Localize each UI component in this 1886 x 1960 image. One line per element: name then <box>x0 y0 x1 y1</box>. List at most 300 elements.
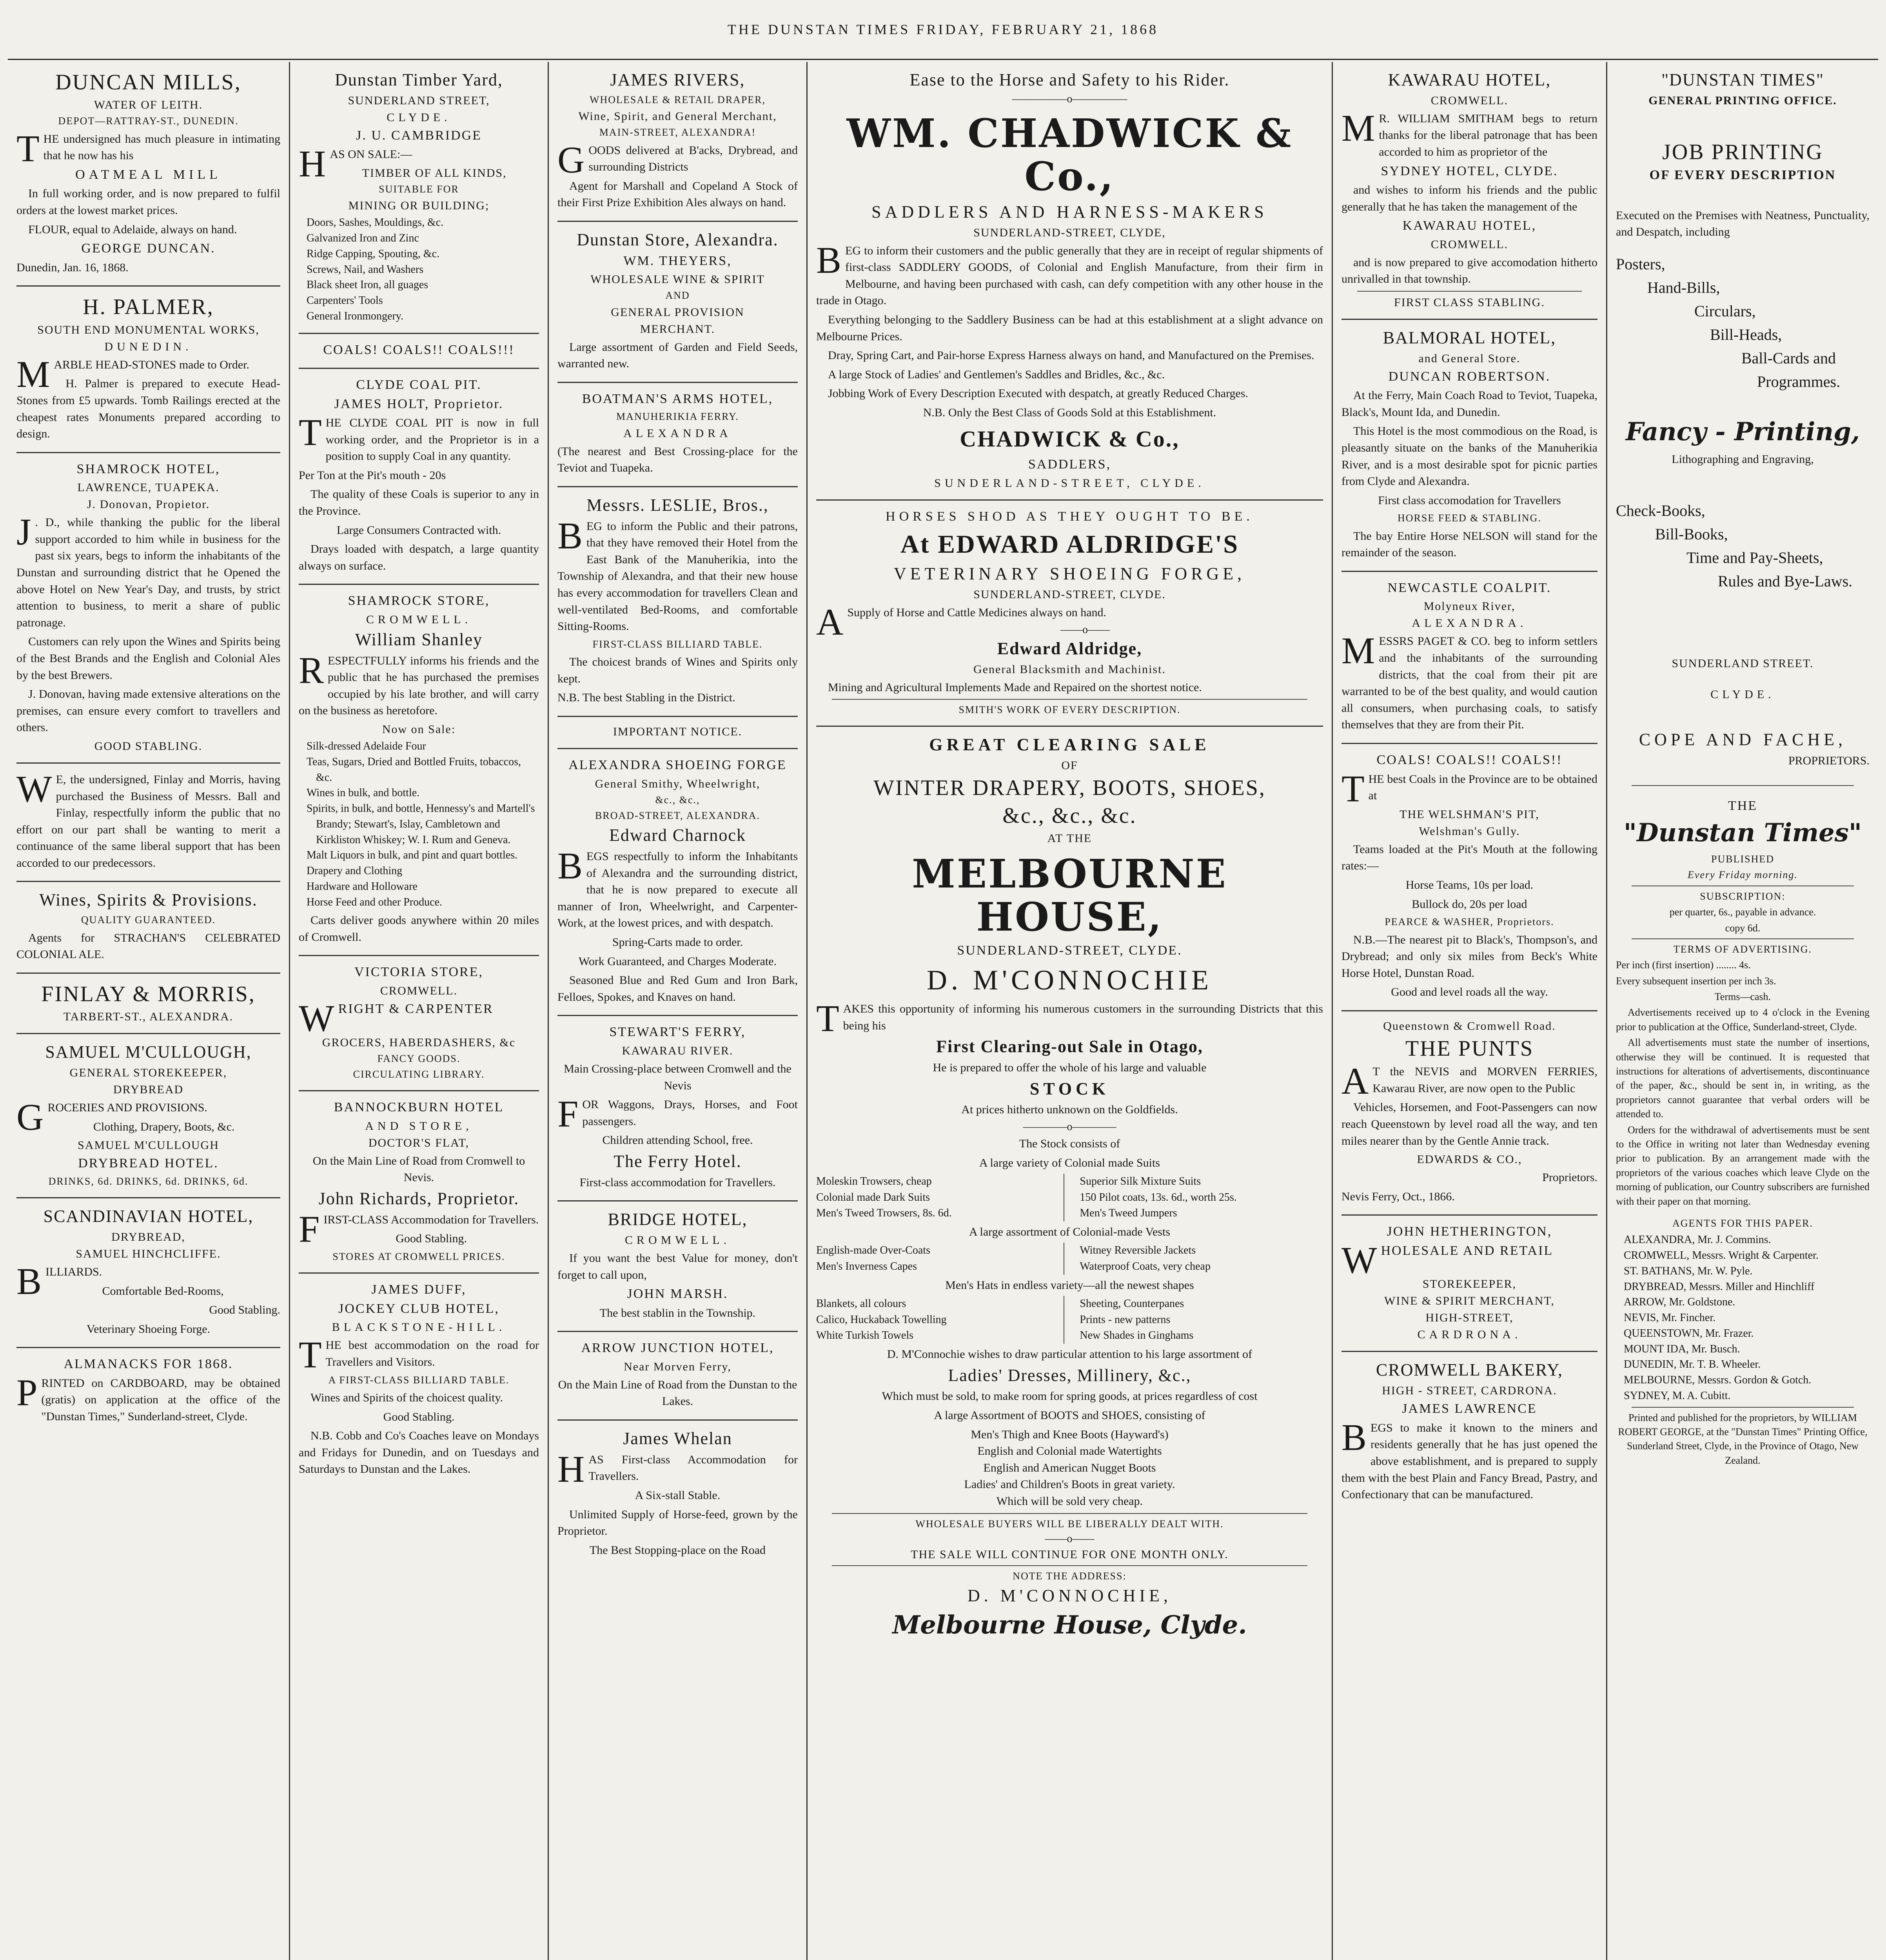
list-item: White Turkish Towels <box>816 1329 913 1342</box>
ad-body: IRST-CLASS Accommodation for Travellers. <box>323 1213 539 1226</box>
ad-body: The quality of these Coals is superior to any in the Province. <box>299 488 539 517</box>
masthead-rule <box>8 59 1878 60</box>
ad-title: &c., &c., &c. <box>1002 803 1137 828</box>
ad-body: HE CLYDE COAL PIT is now in full working order, and the Proprietor is in a position to supply Coal in any quantity. <box>325 416 539 463</box>
ad-timber-yard <box>299 62 539 334</box>
ad-title: WM. CHADWICK & Co., <box>846 110 1293 200</box>
list-item: Wines in bulk, and bottle. <box>307 787 420 799</box>
imprint: Printed and published for the proprietors, by WILLIAM ROBERT GEORGE, at the "Dunstan Times" Printing Office, Sunderland Street, Clyde, in the Province of Otago, New Zealand. <box>1618 1412 1868 1466</box>
ad-heading: FIRST-CLASS BILLIARD TABLE. <box>592 638 763 650</box>
ad-name: JAMES DUFF, <box>371 1282 467 1297</box>
ad-subtitle: &c., &c., <box>655 794 700 806</box>
ad-subtitle: WINE & SPIRIT MERCHANT, <box>1384 1294 1555 1308</box>
list-item: General Ironmongery. <box>307 310 403 322</box>
ad-leslie-bros <box>557 487 798 717</box>
ad-body: FLOUR, equal to Adelaide, always on hand. <box>28 223 237 236</box>
ad-subtitle: CROMWELL. <box>1430 94 1508 107</box>
ad-body: Work Guaranteed, and Charges Moderate. <box>578 955 777 968</box>
ad-place: CLYDE. <box>1710 688 1775 701</box>
ad-body: E, the undersigned, Finlay and Morris, having purchased the Business of Messrs. Ball and Finlay, respectfully inform the public that no effort on our part shall be wanting to merit a continuance of the same liberal support that has been accorded to our predecessors. <box>16 773 280 869</box>
ad-heading: THE <box>1728 798 1758 813</box>
ad-body: AKES this opportunity of informing his numerous customers in the surrounding Districts that this being his <box>843 1002 1323 1032</box>
ad-title: VICTORIA STORE, <box>354 965 483 980</box>
list-item: Superior Silk Mixture Suits <box>1080 1175 1201 1188</box>
list-item: DRYBREAD, Messrs. Miller and Hinchliff <box>1624 1280 1815 1293</box>
ad-subtitle: MERCHANT. <box>640 322 715 336</box>
ad-body: Men's Hats in endless variety—all the newest shapes <box>945 1278 1194 1292</box>
list-item: New Shades in Ginghams <box>1080 1329 1194 1342</box>
ad-name: J. U. CAMBRIDGE <box>356 128 482 143</box>
ad-name: JAMES LAWRENCE <box>1402 1401 1537 1416</box>
ad-body: AS ON SALE:— <box>330 148 412 161</box>
ad-body: N.B. Only the Best Class of Goods Sold at this Establishment. <box>923 406 1216 419</box>
ad-body: T the NEVIS and MORVEN FERRIES, Kawarau River, are now open to the Public <box>1372 1065 1597 1095</box>
drop-cap: T <box>299 1334 322 1376</box>
ad-signature: SADDLERS, <box>1028 457 1111 472</box>
drop-cap: H <box>557 1448 585 1490</box>
ad-subtitle: Welshman's Gully. <box>1419 824 1520 838</box>
masthead: THE DUNSTAN TIMES FRIDAY, FEBRUARY 21, 1868 <box>727 22 1159 37</box>
ad-body: Carts deliver goods anywhere within 20 miles of Cromwell. <box>299 914 539 944</box>
ornament-rule: —————o————— <box>1012 93 1127 105</box>
ad-subtitle: OF <box>1061 759 1078 772</box>
ad-subtitle: WHOLESALE & RETAIL DRAPER, <box>589 94 766 105</box>
ad-title: DUNCAN MILLS, <box>55 70 241 94</box>
list-item: English-made Over-Coats <box>816 1244 931 1257</box>
ad-heading: Now on Sale: <box>382 723 456 736</box>
list-item: Moleskin Trowsers, cheap <box>816 1175 932 1188</box>
ad-james-rivers <box>557 62 798 222</box>
ad-body: Agent for Marshall and Copeland A Stock of their First Prize Exhibition Ales always on hand. <box>557 179 798 209</box>
ad-body: All advertisements must state the number of insertions, otherwise they will be continued. It is requested that instructions for alterations of advertisements, discontinuance of the paper, &c., should be sent in, in writing, as the proprietors cannot guarantee that verbal orders will be attended to. <box>1616 1037 1870 1120</box>
ad-place: SUNDERLAND-STREET, CLYDE. <box>973 588 1166 601</box>
ad-body: N.B. The best Stabling in the District. <box>557 691 735 704</box>
ad-name: D. M'CONNOCHIE <box>927 964 1213 996</box>
ad-victoria-store <box>299 956 539 1091</box>
ad-subtitle: SOUTH END MONUMENTAL WORKS, <box>37 323 260 336</box>
ad-coals-banner <box>299 334 539 369</box>
ad-place: HIGH-STREET, <box>1425 1311 1514 1325</box>
divider <box>832 699 1307 700</box>
ad-name: DUNCAN ROBERTSON. <box>1388 369 1551 384</box>
ad-subtitle: AND STORE, <box>365 1119 473 1132</box>
ad-title: STEWART'S FERRY, <box>609 1025 746 1040</box>
ad-body: N.B.—The nearest pit to Black's, Thompson's, and Drybread; and only six miles from Beck's White Horse Hotel, Dunstan Road. <box>1341 933 1597 980</box>
ad-proprietor: PROPRIETORS. <box>1788 754 1870 768</box>
ad-heading: The Ferry Hotel. <box>614 1151 742 1171</box>
ad-scandinavian <box>16 1198 280 1348</box>
ad-title: JAMES RIVERS, <box>610 70 745 89</box>
ad-title: WINTER DRAPERY, BOOTS, SHOES, <box>873 776 1266 800</box>
ad-subtitle: Near Morven Ferry, <box>624 1360 732 1373</box>
drop-cap: B <box>1341 1416 1367 1458</box>
ad-title: ALMANACKS FOR 1868. <box>64 1357 233 1372</box>
drop-cap: F <box>557 1093 579 1135</box>
ornament-rule: ——o—— <box>1045 1532 1095 1545</box>
ad-title: CLYDE COAL PIT. <box>356 377 482 392</box>
ad-body: Main Crossing-place between Cromwell and the Nevis <box>564 1062 791 1092</box>
ad-body: Children attending School, free. <box>602 1134 753 1147</box>
ad-heading: AGENTS FOR THIS PAPER. <box>1672 1217 1813 1229</box>
ad-body: EGS to make it known to the miners and residents generally that he has just opened the above establishment, and is prepared to supply them with the best Plain and Fancy Bread, Pastry, and Confectionary that can be manufactured. <box>1341 1421 1597 1501</box>
ad-footer: STORES AT CROMWELL PRICES. <box>332 1250 505 1262</box>
drop-cap: H <box>299 143 326 185</box>
ad-body: Supply of Horse and Cattle Medicines always on hand. <box>847 606 1107 619</box>
ad-heading: SYDNEY HOTEL, CLYDE. <box>1381 163 1558 178</box>
ad-body: OR Waggons, Drays, Horses, and Foot passengers. <box>582 1098 798 1128</box>
ad-subtitle: SUNDERLAND STREET, <box>348 94 490 107</box>
ad-title: JOCKEY CLUB HOTEL, <box>338 1301 499 1316</box>
ad-body: Agents for STRACHAN'S CELEBRATED COLONIAL ALE. <box>16 931 280 961</box>
ad-body: A large Stock of Ladies' and Gentlemen's Saddles and Bridles, &c., &c. <box>828 368 1165 381</box>
ad-subtitle: Wine, Spirit, and General Merchant, <box>578 110 777 123</box>
list-item: Witney Reversible Jackets <box>1080 1244 1196 1257</box>
ad-title: H. PALMER, <box>83 295 214 319</box>
ad-heading: MELBOURNE HOUSE, <box>912 851 1227 940</box>
ad-footer: DRINKS, 6d. DRINKS, 6d. DRINKS, 6d. <box>48 1175 249 1187</box>
ad-heading: "Dunstan Times" <box>1623 818 1862 848</box>
column-6 <box>1607 62 1878 1960</box>
drop-cap: W <box>299 997 334 1039</box>
ad-place: CLYDE. <box>387 111 451 124</box>
ad-title: FINLAY & MORRIS, <box>41 982 256 1006</box>
ad-banner: Queenstown & Cromwell Road. <box>1383 1019 1556 1033</box>
list-item: Ball-Cards and <box>1741 349 1836 367</box>
ad-body: The best stablin in the Township. <box>599 1306 756 1319</box>
ad-date: Dunedin, Jan. 16, 1868. <box>16 261 129 274</box>
ad-subtitle: CROMWELL. <box>624 1234 731 1247</box>
ad-subtitle: GENERAL PRINTING OFFICE. <box>1648 94 1837 107</box>
print-list <box>1616 499 1870 593</box>
drop-cap: M <box>16 353 50 395</box>
ad-place: ALEXANDRA. <box>1412 617 1527 630</box>
ad-subtitle: MANUHERIKIA FERRY. <box>616 411 739 423</box>
ad-body: The Stock consists of <box>1019 1137 1120 1150</box>
ad-footer: GOOD STABLING. <box>94 739 203 753</box>
ad-title: IMPORTANT NOTICE. <box>613 725 742 739</box>
list-item: English and Colonial made Watertights <box>977 1445 1162 1458</box>
ad-printing-office <box>1616 62 1870 1476</box>
ad-alexandra-forge <box>557 749 798 1016</box>
ad-body: WHOLESALE BUYERS WILL BE LIBERALLY DEALT WITH. <box>915 1518 1224 1530</box>
ad-body: ARBLE HEAD-STONES made to Order. <box>54 358 249 371</box>
ad-body: Vehicles, Horsemen, and Foot-Passengers can now reach Queenstown by level road all the way, and ten miles nearer than by the Gentle Annie track. <box>1341 1101 1597 1147</box>
drop-cap: G <box>557 138 585 181</box>
ad-arrow-junction <box>557 1332 798 1421</box>
ad-heading: THE WELSHMAN'S PIT, <box>1400 808 1539 821</box>
list-item: Galvanized Iron and Zinc <box>307 232 419 245</box>
ad-place: SUNDERLAND STREET. <box>1672 657 1814 670</box>
ad-subtitle: CROMWELL. <box>366 613 472 626</box>
ad-body: EGS respectfully to inform the Inhabitants of Alexandra and the surrounding district, that he is now prepared to execute all manner of Iron, Wheelwright, and Carpenter-Work, at the lowest prices, and with despatch. <box>557 850 798 930</box>
list-item: Malt Liquors in bulk, and pint and quart bottles. <box>307 849 518 862</box>
list-item: QUEENSTOWN, Mr. Frazer. <box>1624 1327 1754 1339</box>
ad-address: DEPOT—RATTRAY-ST., DUNEDIN. <box>58 115 239 127</box>
drop-cap: T <box>299 411 322 454</box>
ad-body: Terms—cash. <box>1714 991 1771 1003</box>
ad-title: BALMORAL HOTEL, <box>1383 328 1556 347</box>
ad-name: SAMUEL HINCHCLIFFE. <box>76 1247 221 1260</box>
ad-body: Bullock do, 20s per load <box>1412 897 1527 911</box>
ad-title: SAMUEL M'CULLOUGH, <box>45 1042 252 1062</box>
ad-body: (The nearest and Best Crossing-place for the Teviot and Tuapeka. <box>557 445 798 475</box>
ad-body: Teams loaded at the Pit's Mouth at the following rates:— <box>1341 842 1597 873</box>
list-item: MOUNT IDA, Mr. Busch. <box>1624 1343 1740 1355</box>
ad-heading: HOLESALE AND RETAIL <box>1381 1243 1554 1258</box>
column-5 <box>1333 62 1607 1960</box>
list-item: Black sheet Iron, all guages <box>307 279 428 291</box>
drop-cap: B <box>557 514 583 557</box>
ad-body: Good Stabling. <box>209 1303 280 1317</box>
list-item: ARROW, Mr. Goldstone. <box>1624 1296 1735 1308</box>
ad-name: James Whelan <box>623 1429 732 1448</box>
ad-title: At EDWARD ALDRIDGE'S <box>900 530 1239 559</box>
ad-body: A Six-stall Stable. <box>635 1489 721 1502</box>
ad-footer: FIRST CLASS STABLING. <box>1394 296 1545 309</box>
ad-title: BRIDGE HOTEL, <box>608 1210 748 1229</box>
ad-body: HE undersigned has much pleasure in intimating that he now has his <box>43 132 280 162</box>
column-3 <box>549 62 808 1960</box>
ad-heading: TIMBER OF ALL KINDS, <box>362 166 507 180</box>
list-item: Doors, Sashes, Mouldings, &c. <box>307 216 444 229</box>
ad-subtitle: GENERAL STOREKEEPER, <box>69 1066 227 1080</box>
newspaper-columns <box>8 62 1878 1960</box>
ad-price: Per Ton at the Pit's mouth - 20s <box>299 468 446 482</box>
list-item: Colonial made Dark Suits <box>816 1191 930 1203</box>
list-item: MELBOURNE, Messrs. Gordon & Gotch. <box>1624 1374 1812 1387</box>
drop-cap: G <box>16 1096 44 1138</box>
ad-finlay <box>16 974 280 1034</box>
ad-subtitle: LAWRENCE, TUAPEKA. <box>77 481 220 494</box>
drop-cap: R <box>299 649 324 691</box>
list-item: 150 Pilot coats, 13s. 6d., worth 25s. <box>1080 1191 1237 1203</box>
ad-welshmans-pit <box>1341 744 1597 1011</box>
ad-heading: HORSE FEED & STABLING. <box>1398 512 1541 524</box>
ad-subtitle: DRYBREAD, <box>111 1230 185 1243</box>
ad-bridge-hotel <box>557 1201 798 1332</box>
ad-shamrock-hotel <box>16 453 280 764</box>
ad-aldridge <box>816 501 1323 727</box>
ad-body: The bay Entire Horse NELSON will stand for the remainder of the season. <box>1341 529 1597 559</box>
ad-body: In full working order, and is now prepared to fulfil orders at the lowest market prices. <box>16 187 280 217</box>
ad-body: Advertisements received up to 4 o'clock in the Evening prior to publication at the Office, Sunderland-street, Clyde. <box>1616 1007 1870 1033</box>
ad-body: Jobbing Work of Every Description Executed with despatch, at greatly Reduced Charges. <box>828 387 1249 400</box>
ad-body: EG to inform the Public and their patrons, that they have removed their Hotel from the East Bank of the Manuherikia, into the Township of Alexandra, and that their new house has every accommodation for travellers Clean and well-ventilated Bed-Rooms, and comfortable Sitting-Rooms. <box>557 519 798 633</box>
ad-body: Seasoned Blue and Red Gum and Iron Bark, Felloes, Spokes, and Knaves on hand. <box>557 974 798 1004</box>
ad-place: SUNDERLAND-STREET, CLYDE. <box>934 476 1205 490</box>
ad-heading: NOTE THE ADDRESS: <box>1013 1570 1127 1582</box>
drop-cap: M <box>1341 107 1375 149</box>
list-item: English and American Nugget Boots <box>983 1461 1156 1474</box>
ad-finlay-notice <box>16 764 280 882</box>
drop-cap: M <box>1341 630 1375 672</box>
ad-body: Lithographing and Engraving, <box>1672 452 1814 466</box>
ad-body: Horse Teams, 10s per load. <box>1405 878 1534 891</box>
drop-cap: T <box>816 997 839 1039</box>
ad-place: CROMWELL. <box>1430 238 1508 251</box>
drop-cap: A <box>816 601 844 643</box>
ad-place: DOCTOR'S FLAT, <box>368 1136 470 1149</box>
ad-body: Large Consumers Contracted with. <box>336 523 501 537</box>
ad-heading: Fancy - Printing, <box>1625 417 1860 446</box>
print-list <box>1616 252 1870 394</box>
ad-almanacks <box>16 1348 280 1434</box>
ad-title: COALS! COALS!! COALS!! <box>1376 753 1563 768</box>
ad-clyde-coal-pit <box>299 369 539 585</box>
ad-place: DUNEDIN. <box>104 340 192 353</box>
ad-title: Messrs. LESLIE, Bros., <box>586 495 769 515</box>
ad-title: THE PUNTS <box>1405 1036 1534 1061</box>
ad-title: CROMWELL BAKERY, <box>1376 1360 1563 1380</box>
ad-name: Edward Charnock <box>609 826 746 845</box>
ad-body: Wines and Spirits of the choicest quality. <box>310 1391 503 1404</box>
ad-bannockburn <box>299 1091 539 1274</box>
divider <box>832 1513 1307 1514</box>
ad-body: ESSRS PAGET & CO. beg to inform settlers and the inhabitants of the surrounding districts, that the coal from their pit are warranted to be of the best quality, and would caution all consumers, when purchasing coals, to satisfy themselves that they are from their Pit. <box>1341 635 1597 731</box>
ad-subtitle: WATER OF LEITH. <box>94 98 203 112</box>
ad-signature: D. M'CONNOCHIE, <box>968 1586 1172 1606</box>
list-item: Sheeting, Counterpanes <box>1080 1298 1184 1310</box>
list-item: Teas, Sugars, Dried and Bottled Fruits, tobaccos, &c. <box>307 755 521 784</box>
ad-heading: OF EVERY DESCRIPTION <box>1649 168 1836 183</box>
ad-place: MAIN-STREET, ALEXANDRA! <box>599 127 756 138</box>
column-1 <box>8 62 290 1960</box>
ad-body: PUBLISHED <box>1711 853 1774 865</box>
ad-body: N.B. Cobb and Co's Coaches leave on Mondays and Fridays for Dunedin, and on Tuesdays and Saturdays to Dunstan and the Lakes. <box>299 1429 539 1476</box>
ad-jockey-club <box>299 1274 539 1487</box>
ad-shamrock-store <box>299 585 539 956</box>
ad-body: Spring-Carts made to order. <box>612 936 743 949</box>
ad-title: COALS! COALS!! COALS!!! <box>323 342 515 357</box>
ad-title: Dunstan Timber Yard, <box>335 70 503 89</box>
ad-signature: Proprietors. <box>1542 1171 1597 1184</box>
ad-body: A large assortment of Colonial-made Vests <box>969 1225 1170 1238</box>
ad-body: On the Main Line of Road from the Dunstan to the Lakes. <box>558 1378 797 1408</box>
ad-body: At the Ferry, Main Coach Road to Teviot, Tuapeka, Black's, Mount Ida, and Dunedin. <box>1341 389 1597 419</box>
ad-james-whelan <box>557 1421 798 1568</box>
ad-body: . D., while thanking the public for the liberal support accorded to him while in business for the past six years, begs to inform the inhabitants of the Dunstan and surrounding district that he Opened the above Hotel on New Year's Day, and trusts, by strict attention to business, to merit a share of public patronage. <box>16 516 280 629</box>
divider <box>832 1565 1307 1566</box>
ad-body: Executed on the Premises with Neatness, Punctuality, and Despatch, including <box>1616 209 1870 239</box>
list-item: Waterproof Coats, very cheap <box>1080 1260 1211 1273</box>
drop-cap: W <box>1341 1239 1377 1281</box>
list-item: Men's Inverness Capes <box>816 1260 917 1273</box>
ornament-rule: ————o———— <box>1023 1120 1116 1133</box>
ad-subtitle: AT THE <box>1047 832 1092 845</box>
ad-body: First-class accommodation for Travellers. <box>579 1176 776 1189</box>
list-item: Which will be sold very cheap. <box>996 1495 1143 1508</box>
ad-body: Per inch (first insertion) ........ 4s. <box>1616 959 1751 971</box>
ad-body: RINTED on CARDBOARD, may be obtained (gratis) on application at the office of the "Dunstan Times," Sunderland-street, Clyde. <box>41 1376 280 1423</box>
ad-body: copy 6d. <box>1725 922 1761 934</box>
ad-title: KAWARAU HOTEL, <box>1388 70 1551 89</box>
list-item: Bill-Heads, <box>1710 325 1782 343</box>
ad-name: JOHN MARSH. <box>627 1287 728 1301</box>
ad-body: HE best accommodation on the road for Travellers and Visitors. <box>325 1339 539 1368</box>
ad-subtitle: HIGH - STREET, CARDRONA. <box>1382 1384 1557 1397</box>
ad-footer: Veterinary Shoeing Forge. <box>86 1322 211 1336</box>
list-item: Blankets, all colours <box>816 1298 906 1310</box>
list-item: ST. BATHANS, Mr. W. Pyle. <box>1624 1265 1753 1277</box>
ad-body: Everything belonging to the Saddlery Business can be had at this establishment at a slight advance on Melbourne Prices. <box>816 313 1323 343</box>
drop-cap: T <box>16 127 40 169</box>
list-item: DUNEDIN, Mr. T. B. Wheeler. <box>1624 1358 1761 1371</box>
drop-cap: B <box>557 845 583 887</box>
ad-signature: EDWARDS & CO., <box>1417 1153 1522 1166</box>
ad-wines <box>16 882 280 973</box>
ad-body: The choicest brands of Wines and Spirits only kept. <box>557 655 798 685</box>
ad-body: OODS delivered at B'acks, Drybread, and surrounding Districts <box>588 143 798 174</box>
ad-stewarts-ferry <box>557 1016 798 1201</box>
ad-body: EG to inform their customers and the public generally that they are in receipt of regular shipments of first-class SADDLERY GOODS, of Colonial and English Manufacture, from their firm in Melbourne, and having been purchased with cash, can defy competition with any other house in the trade in Otago. <box>816 244 1323 307</box>
ad-title: NEWCASTLE COALPIT. <box>1387 580 1552 595</box>
drop-cap: T <box>1341 767 1365 809</box>
ad-body: HE best Coals in the Province are to be obtained at <box>1368 772 1597 802</box>
ad-name: William Shanley <box>355 630 483 649</box>
ad-body: per quarter, 6s., payable in advance. <box>1669 906 1816 918</box>
ad-body: Which must be sold, to make room for spring goods, at prices regardless of cost <box>882 1390 1258 1403</box>
divider <box>1632 938 1854 939</box>
ad-newcastle-coalpit <box>1341 572 1597 744</box>
ad-subtitle: CROMWELL. <box>380 984 458 997</box>
ad-body: J. Donovan, having made extensive alterations on the premises, can ensure every comfort to travellers and others. <box>16 688 280 734</box>
stock-table <box>816 1243 1323 1274</box>
ad-heading: SUITABLE FOR <box>379 183 459 195</box>
ad-body: First class accomodation for Travellers <box>1378 494 1561 507</box>
list-item: Silk-dressed Adelaide Four <box>307 740 426 753</box>
ad-title: Wines, Spirits & Provisions. <box>39 890 258 910</box>
list-item: CROMWELL, Messrs. Wright & Carpenter. <box>1624 1249 1819 1262</box>
ad-name: WM. THEYERS, <box>623 253 732 268</box>
ad-body: ILLIARDS. <box>45 1265 102 1278</box>
ad-heading: RIGHT & CARPENTER <box>338 1001 494 1016</box>
ad-title: ALEXANDRA SHOEING FORGE <box>568 758 787 773</box>
list-item: Screws, Nail, and Washers <box>307 263 424 276</box>
ad-body: H. Palmer is prepared to execute Head-Stones from £5 upwards. Tomb Railings erected at the cheapest rates Monuments prepared according to design. <box>16 377 280 441</box>
list-item: Bill-Books, <box>1655 525 1728 543</box>
ad-subtitle: GENERAL PROVISION <box>611 305 744 319</box>
ad-body: Good Stabling. <box>383 1410 455 1423</box>
ad-body: A large Assortment of BOOTS and SHOES, consisting of <box>934 1409 1205 1422</box>
ad-title: ARROW JUNCTION HOTEL, <box>581 1341 774 1356</box>
ad-duncan-mills <box>16 62 280 287</box>
ad-role: General Blacksmith and Machinist. <box>973 662 1166 676</box>
list-item: Check-Books, <box>1616 502 1705 520</box>
ad-place: BROAD-STREET, ALEXANDRA. <box>595 809 760 821</box>
ad-subtitle: BLACKSTONE-HILL. <box>332 1321 506 1334</box>
ad-body: Dray, Spring Cart, and Pair-horse Express Harness always on hand, and Manufactured on the Premises. <box>828 349 1314 362</box>
ad-signature: Melbourne House, Clyde. <box>892 1610 1247 1640</box>
ad-body: and wishes to inform his friends and the public generally that he has taken the management of the <box>1341 183 1597 213</box>
ad-body: Orders for the withdrawal of advertisements must be sent to the Office in writing not later than Wednesday evening prior to publication. By an arrangement made with the proprietors of the various coaches which leave Clyde on the morning of publication, our Country subscribers are furnished with their paper on that morning. <box>1616 1124 1870 1207</box>
boots-list <box>816 1426 1323 1510</box>
ad-body: On the Main Line of Road from Cromwell to Nevis. <box>312 1154 525 1184</box>
drop-cap: B <box>816 239 842 281</box>
ad-body: CIRCULATING LIBRARY. <box>353 1068 485 1080</box>
ad-heading: MINING OR BUILDING; <box>348 199 490 212</box>
ad-subtitle: AND <box>665 290 690 301</box>
list-item: SYDNEY, M. A. Cubitt. <box>1624 1389 1731 1402</box>
ad-title: SHAMROCK HOTEL, <box>76 461 220 476</box>
ad-list <box>307 215 539 324</box>
ad-subtitle: WHOLESALE WINE & SPIRIT <box>590 273 765 286</box>
ad-signature: GEORGE DUNCAN. <box>81 241 216 256</box>
ad-heading: KAWARAU HOTEL, <box>1402 218 1537 233</box>
ad-body: Large assortment of Garden and Field Seeds, warranted new. <box>557 340 798 370</box>
ad-heading: STOCK <box>1029 1079 1110 1098</box>
ad-mcculloch <box>16 1034 280 1198</box>
column-4 <box>808 62 1333 1960</box>
